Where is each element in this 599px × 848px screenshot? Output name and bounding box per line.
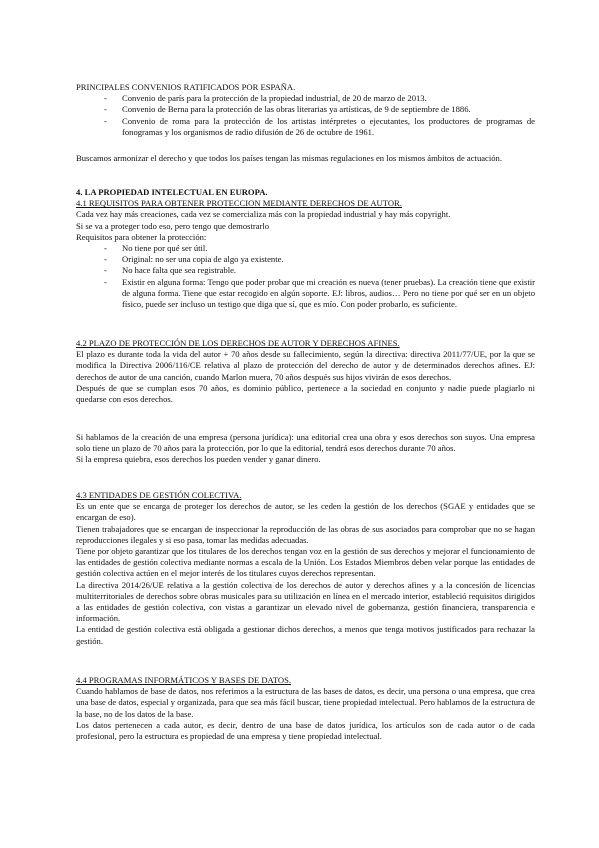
convenios-list: [76, 93, 535, 138]
paragraph: Buscamos armonizar el derecho y que todos los países tengan las mismas regulaciones en los mismos ámbitos de actuación.: [76, 153, 503, 163]
section-4-4: [76, 675, 535, 742]
dash-bullet: -: [104, 93, 107, 104]
paragraph: Si la empresa quiebra, esos derechos los pueden vender y ganar dinero.: [76, 454, 321, 465]
dash-bullet: -: [104, 115, 107, 126]
subsection-heading: 4.4 PROGRAMAS INFORMÁTICOS Y BASES DE DATOS.: [76, 675, 292, 685]
paragraph: Si se va a proteger todo eso, pero tengo que demostrarlo: [76, 220, 270, 231]
section-4-2: [76, 338, 535, 405]
subsection-heading: 4.1 REQUISITOS PARA OBTENER PROTECCION MEDIANTE DERECHOS DE AUTOR.: [76, 198, 402, 209]
list-item: - No hace falta que sea registrable.: [104, 265, 237, 276]
subsection-heading: 4.2 PLAZO DE PROTECCIÓN DE LOS DERECHOS DE AUTOR Y DERECHOS AFINES.: [76, 338, 400, 348]
dash-bullet: -: [104, 104, 107, 115]
paragraph: Es un ente que se encarga de proteger los derechos de autor, se les ceden la gestión de los derechos (SGAE y entidades que se encargan de eso).: [76, 501, 535, 523]
paragraph: El plazo es durante toda la vida del autor + 70 años desde su fallecimiento, según la directiva: directiva 2011/77/UE, por la que se modifica la Directiva 2006/116/CE relativa al plazo de protección del derecho de autor y de determinados derechos afines. EJ: derechos de autor de una canción, cuando Marlon muera, 70 años después sus hijos vivirán de esos derechos.: [76, 349, 535, 382]
list-item: - Convenio de roma para la protección de los artistas intérpretes o ejecutantes, los productores de programas de fonogramas y los organismos de radio difusión de 26 de octubre de 1961.: [104, 115, 535, 137]
subsection-heading: 4.3 ENTIDADES DE GESTIÓN COLECTIVA.: [76, 490, 242, 500]
list-item: - Existir en alguna forma: Tengo que poder probar que mi creación es nueva (tener pruebas). La creación tiene que existir de alguna forma. Tiene que estar recogido en algún soporte. EJ: libros, audios… Pero no tiene por qué ser en un objeto físico, puede ser incluso un testigo que diga que sí, que es mío. Con poder probarlo, es suficiente.: [104, 276, 535, 310]
section-4-3: [76, 490, 535, 647]
section-4: [76, 187, 535, 310]
dash-bullet: -: [104, 243, 107, 254]
paragraph: Tiene por objeto garantizar que los titulares de los derechos tengan voz en la gestión de sus derechos y mejorar el funcionamiento de las entidades de gestión colectiva mediante normas a escala de la Unión. Los Estados Miembros deben velar porque las entidades de gestión colectiva actúen en el mejor interés de los titulares cuyos derechos representan.: [76, 546, 535, 579]
dash-bullet: -: [104, 276, 107, 287]
list-item: - No tiene por qué ser útil.: [104, 243, 208, 254]
paragraph: La entidad de gestión colectiva está obligada a gestionar dichos derechos, a menos que tenga motivos justificados para rechazar la gestión.: [76, 624, 535, 646]
paragraph: Tienen trabajadores que se encargan de inspeccionar la reproducción de las obras de sus asociados para comprobar que no se hagan reproducciones ilegales y si eso pasa, tomar las medidas adecuadas.: [76, 523, 535, 545]
section-heading: 4. LA PROPIEDAD INTELECTUAL EN EUROPA.: [76, 187, 268, 197]
section-4-2-cont: [76, 432, 535, 466]
convenios-section: [76, 82, 535, 138]
paragraph: Requisitos para obtener la protección:: [76, 231, 207, 242]
list-item: - Original: no ser una copia de algo ya existente.: [104, 254, 284, 265]
list-item: - Convenio de Berna para la protección de las obras literarias ya artísticas, de 9 de septiembre de 1886.: [104, 104, 471, 115]
dash-bullet: -: [104, 254, 107, 265]
paragraph: Cuando hablamos de base de datos, nos referimos a la estructura de las bases de datos, es decir, una persona o una empresa, que crea una base de datos, especial y organizada, para que sea más fácil buscar, tiene propiedad intelectual. Pero hablamos de la estructura de la base, no de los datos de la base.: [76, 686, 535, 719]
requisitos-list: [76, 243, 535, 310]
paragraph: Los datos pertenecen a cada autor, es decir, dentro de una base de datos jurídica, los artículos son de cada autor o de cada profesional, pero la estructura es propiedad de una empresa y tiene propiedad intelectual.: [76, 719, 535, 742]
armonizar-section: [76, 153, 535, 164]
convenios-heading: PRINCIPALES CONVENIOS RATIFICADOS POR ESPAÑA.: [76, 82, 296, 92]
paragraph: Cada vez hay más creaciones, cada vez se comercializa más con la propiedad industrial y hay más copyright.: [76, 209, 451, 220]
paragraph: La directiva 2014/26/UE relativa a la gestión colectiva de los derechos de autor y derechos afines y a la concesión de licencias multiterritoriales de derechos sobre obras musicales para su utilización en línea en el mercado interior, estableció requisitos dirigidos a las entidades de gestión colectiva, con vistas a garantizar un elevado nivel de gobernanza, gestión financiera, transparencia e información.: [76, 579, 535, 624]
dash-bullet: -: [104, 265, 107, 276]
list-item: - Convenio de parís para la protección de la propiedad industrial, de 20 de marzo de 2013.: [104, 93, 427, 104]
paragraph: Si hablamos de la creación de una empresa (persona jurídica): una editorial crea una obra y esos derechos son suyos. Una empresa solo tiene un plazo de 70 años para la protección, por lo que la editorial, tendrá esos derechos durante 70 años.: [76, 432, 535, 454]
paragraph: Después de que se cumplan esos 70 años, es dominio público, pertenece a la sociedad en conjunto y nadie puede plagiarlo ni quedarse con esos derechos.: [76, 382, 535, 405]
